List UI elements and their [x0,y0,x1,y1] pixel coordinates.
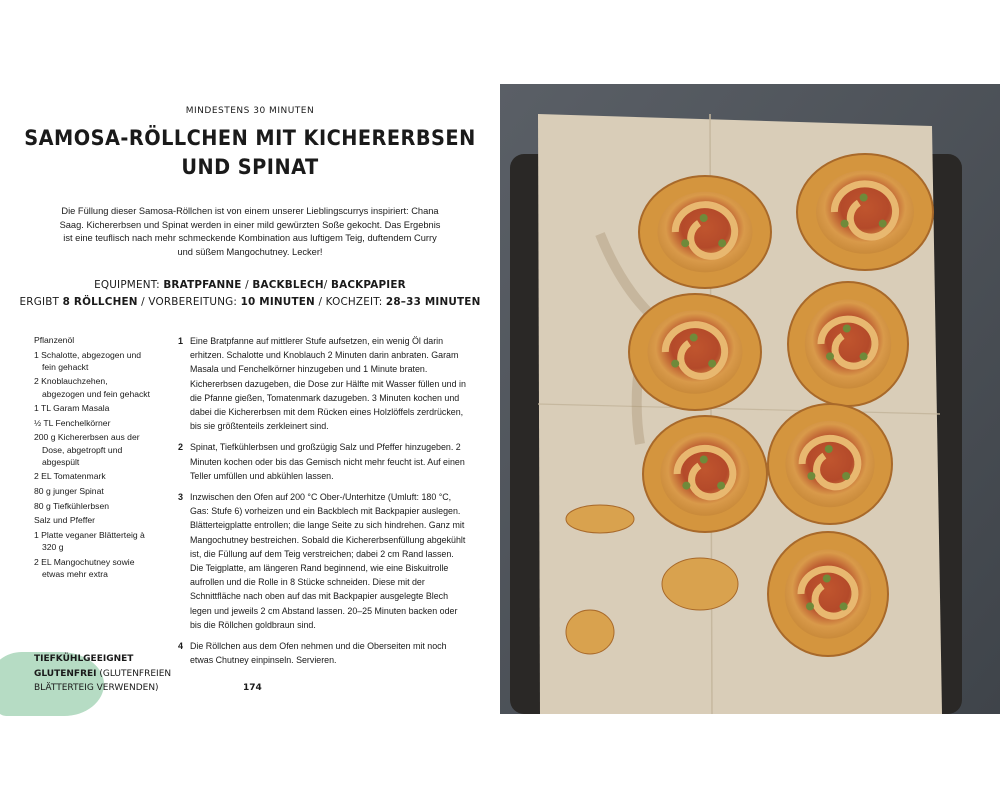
equipment-label: EQUIPMENT: [94,279,164,291]
recipe-intro: Die Füllung dieser Samosa-Röllchen ist von einem unserer Lieblingscurrys inspiriert: Chana Saag. Kichererbsen und Spinat werden in einer mild gewürzten Soße gekocht. Das Ergebnis ist eine teuflisch nach mehr schmeckende Kombination aus luftigem Teig, duftendem Curry und süßem Mangochutney. Lecker! [59,206,441,257]
step-text: Spinat, Tiefkühlerbsen und großzügig Salz und Pfeffer hinzugeben. 2 Minuten kochen oder bis das Gemisch nicht mehr feucht ist. Auf einen Teller umfüllen und abkühlen lassen. [190,442,465,481]
samosa-roll [639,176,771,288]
step-text: Die Röllchen aus dem Ofen nehmen und die Oberseiten mit noch etwas Chutney einpinseln. Servieren. [190,641,447,666]
equipment-line [0,279,500,291]
gluten-free-note: (GLUTENFREIEN [96,668,172,679]
method-step [178,334,468,433]
prep-value: 10 MINUTEN [240,296,315,308]
recipe-title-line-2: UND SPINAT [181,155,319,179]
ingredient-item: ½ TL Fenchelkörner [34,417,111,428]
dietary-badges [34,652,171,696]
gluten-free-note-cont: BLÄTTERTEIG VERWENDEN) [34,683,159,693]
samosa-roll [629,294,761,410]
ingredient-item: 1 TL Garam Masala [34,403,110,414]
equipment-item: BACKPAPIER [330,279,406,291]
ingredient-item: 80 g junger Spinat [34,485,104,496]
category-label: MINDESTENS 30 MINUTEN [185,106,315,116]
recipe-title-line-1: SAMOSA-RÖLLCHEN MIT KICHERERBSEN [24,126,476,150]
step-number: 2 [178,442,184,453]
ingredient-item: 80 g Tiefkühlerbsen [34,500,110,511]
ingredient-item: 2 EL Mangochutney sowie etwas mehr extra [34,556,135,579]
yield-value: 8 RÖLLCHEN [62,296,138,308]
timing-line [0,296,500,308]
cook-label: / KOCHZEIT: [314,296,386,308]
equipment-item: BRATPFANNE [163,279,242,291]
ingredient-item: Pflanzenöl [34,335,75,345]
samosa-rolls-photo [500,84,1000,714]
pastry-crumb [566,610,614,654]
cook-value: 28–33 MINUTEN [385,296,481,308]
page-number: 174 [243,683,262,693]
pastry-crumb [566,505,634,533]
ingredient-item: 2 EL Tomatenmark [34,471,106,482]
prep-label: / VORBEREITUNG: [137,296,241,308]
samosa-roll [797,154,933,270]
recipe-title [20,124,480,182]
pastry-crumb [662,558,738,610]
samosa-roll [768,404,892,524]
recipe-photo [500,84,1000,714]
step-number: 4 [178,641,184,652]
method-step [178,490,468,632]
equipment-item: BACKBLECH [252,279,324,291]
separator: / [323,279,331,291]
ingredient-item: 1 Platte veganer Blätterteig à 320 g [34,529,145,552]
ingredient-item: 2 Knoblauchzehen, abgezogen und fein gehackt [34,376,150,399]
samosa-roll [788,282,908,406]
samosa-roll [768,532,888,656]
ingredient-item: 200 g Kichererbsen aus der Dose, abgetropft und abgespült [34,432,140,467]
method-steps [178,334,468,674]
gluten-free-badge: GLUTENFREI [34,668,97,679]
samosa-roll [643,416,767,532]
ingredient-item: 1 Schalotte, abgezogen und fein gehackt [34,349,142,372]
ingredient-list [34,334,152,582]
step-number: 1 [178,336,184,346]
method-step [178,639,468,667]
yield-label: ERGIBT [19,296,63,308]
method-step [178,440,468,483]
step-text: Inzwischen den Ofen auf 200 °C Ober-/Unterhitze (Umluft: 180 °C, Gas: Stufe 6) vorheizen und ein Backblech mit Backpapier auslegen. Blätterteigplatte entrollen; die lange Seite zu sich hindrehen. Ganz mit Mangochutney bestreichen. Sobald die Kichererbsenfüllung abgekühlt ist, die Füllung auf dem Teig verstreichen; dabei 2 cm Rand lassen. Die Teigplatte, am längeren Rand beginnend, wie eine Biskuitrolle aufrollen und die Rolle in 8 Stücke schneiden. Diese mit der Schnittfläche nach oben auf das mit Backpapier ausgelegte Blech legen und jeweils 2 cm Abstand lassen. 20–25 Minuten backen oder bis die Röllchen goldbraun sind. [190,492,466,630]
separator: / [241,279,253,291]
step-text: Eine Bratpfanne auf mittlerer Stufe aufsetzen, ein wenig Öl darin erhitzen. Schalotte und Knoblauch 2 Minuten darin anbraten. Garam Masala und Fenchelkörner hinzugeben und 1 Minute braten. Kichererbsen dazugeben, die Dose zur Hälfte mit Wasser füllen und in die Pfanne gießen, Tomatenmark dazugeben. 3 Minuten kochen und dabei die Kichererbsen mit dem Rücken eines Holzlöffels zerdrücken, bis sie größtenteils zerkleinert sind. [190,336,466,432]
step-number: 3 [178,492,184,503]
freezer-badge: TIEFKÜHLGEEIGNET [34,654,134,664]
ingredient-item: Salz und Pfeffer [34,515,95,526]
